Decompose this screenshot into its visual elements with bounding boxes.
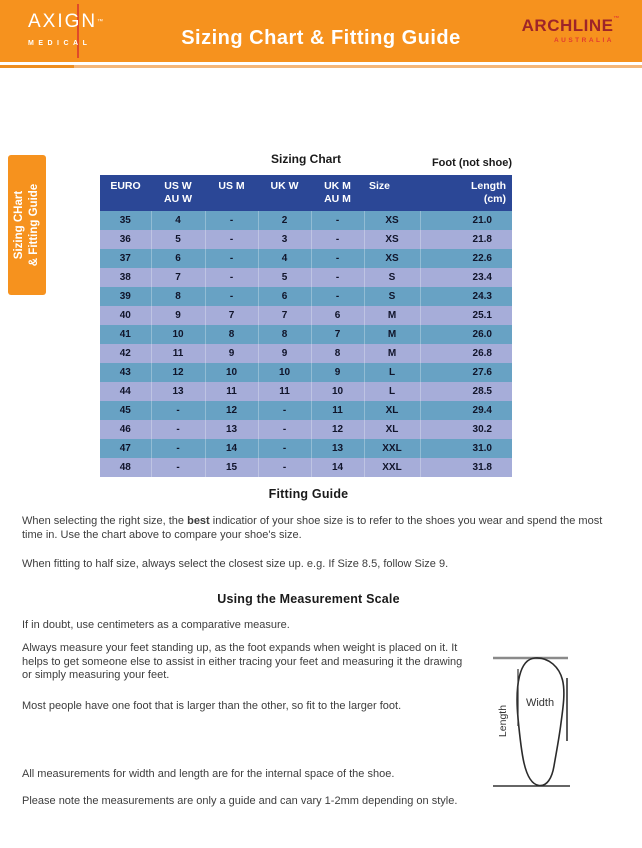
table-cell: - (311, 268, 364, 287)
col-euro (100, 175, 151, 211)
table-cell: - (205, 230, 258, 249)
table-cell: 11 (311, 401, 364, 420)
table-row (100, 268, 512, 287)
table-cell: - (311, 211, 364, 230)
foot-outline (517, 658, 564, 786)
table-cell: XS (364, 230, 420, 249)
table-cell: XXL (364, 458, 420, 477)
header-banner (0, 0, 642, 62)
table-cell: 12 (205, 401, 258, 420)
col-label: US W (164, 180, 192, 192)
p1-post: indicatior of your shoe size is to refer to the shoes you wear and spend the most time in. Use the chart above to compare your shoe's size. (22, 515, 603, 541)
col-label: UK W (270, 180, 299, 192)
table-cell: - (151, 439, 205, 458)
table-cell: 6 (258, 287, 311, 306)
sizing-table-body (100, 211, 512, 477)
side-tab-line2: & Fitting Guide (28, 183, 40, 267)
table-cell: 11 (151, 344, 205, 363)
table-cell: XS (364, 211, 420, 230)
table-cell: 44 (100, 382, 151, 401)
table-cell: - (258, 401, 311, 420)
measurement-paragraph-1: If in doubt, use centimeters as a comparative measure. (22, 618, 290, 631)
table-cell: 9 (311, 363, 364, 382)
table-cell: 8 (151, 287, 205, 306)
table-cell: XS (364, 249, 420, 268)
sizing-chart-title: Sizing Chart (270, 152, 341, 166)
axign-brand-sub: MEDICAL (28, 40, 92, 47)
measurement-paragraph-2: Always measure your feet standing up, as the foot expands when weight is placed on it. It helps to get someone else to assist in either tracing your feet and measuring it the drawing or simply measuring your feet. (22, 642, 463, 681)
table-cell: 4 (151, 211, 205, 230)
table-cell: 24.3 (420, 287, 512, 306)
table-cell: - (151, 458, 205, 477)
table-cell: - (205, 287, 258, 306)
table-cell: 12 (311, 420, 364, 439)
table-row (100, 211, 512, 230)
foot-not-shoe-label: Foot (not shoe) (431, 157, 512, 169)
table-row (100, 458, 512, 477)
table-cell: 39 (100, 287, 151, 306)
table-cell: 36 (100, 230, 151, 249)
table-cell: 11 (258, 382, 311, 401)
table-cell: 5 (151, 230, 205, 249)
table-cell: - (205, 268, 258, 287)
table-cell: XL (364, 420, 420, 439)
table-cell: 26.8 (420, 344, 512, 363)
fitting-guide-heading: Fitting Guide (268, 487, 349, 501)
table-cell: 21.8 (420, 230, 512, 249)
table-cell: 2 (258, 211, 311, 230)
table-cell: 10 (258, 363, 311, 382)
col-label-2: AU W (164, 193, 192, 205)
col-us-w (151, 175, 205, 211)
table-cell: M (364, 325, 420, 344)
table-cell: 8 (205, 325, 258, 344)
table-cell: 15 (205, 458, 258, 477)
table-cell: 21.0 (420, 211, 512, 230)
archline-brand-text: ARCHLINE (521, 16, 614, 35)
col-label-2: AU M (324, 193, 351, 205)
table-cell: 27.6 (420, 363, 512, 382)
table-cell: 31.0 (420, 439, 512, 458)
table-cell: 14 (205, 439, 258, 458)
table-cell: 46 (100, 420, 151, 439)
table-cell: XL (364, 401, 420, 420)
col-label: US M (218, 180, 245, 192)
col-size (364, 175, 420, 211)
table-cell: M (364, 306, 420, 325)
table-cell: - (311, 249, 364, 268)
archline-brand-name (522, 16, 620, 36)
measurement-heading: Using the Measurement Scale (217, 591, 400, 606)
p1-pre: When selecting the right size, the (22, 515, 188, 527)
table-cell: S (364, 268, 420, 287)
table-row (100, 363, 512, 382)
table-cell: 13 (151, 382, 205, 401)
col-label: Size (369, 180, 391, 192)
length-label: Length (497, 704, 509, 738)
sizing-table (100, 175, 512, 477)
table-row (100, 420, 512, 439)
col-label: UK M (324, 180, 351, 192)
table-row (100, 439, 512, 458)
table-cell: 45 (100, 401, 151, 420)
table-cell: 48 (100, 458, 151, 477)
table-cell: - (311, 287, 364, 306)
table-cell: 43 (100, 363, 151, 382)
table-row (100, 401, 512, 420)
table-cell: XXL (364, 439, 420, 458)
table-cell: L (364, 363, 420, 382)
sizing-table-header (100, 175, 512, 211)
p1-bold: best (187, 515, 210, 527)
table-cell: 10 (311, 382, 364, 401)
table-cell: 9 (258, 344, 311, 363)
axign-brand-text: AXIGN (28, 11, 98, 32)
table-row (100, 325, 512, 344)
col-length (420, 175, 512, 211)
table-row (100, 249, 512, 268)
table-cell: 8 (311, 344, 364, 363)
table-cell: 3 (258, 230, 311, 249)
archline-logo (522, 16, 620, 44)
col-us-m (205, 175, 258, 211)
table-cell: 38 (100, 268, 151, 287)
col-label: Length (471, 180, 506, 192)
table-cell: - (151, 401, 205, 420)
table-cell: - (311, 230, 364, 249)
col-label: EURO (110, 180, 141, 192)
table-cell: 22.6 (420, 249, 512, 268)
table-cell: 13 (205, 420, 258, 439)
table-cell: 29.4 (420, 401, 512, 420)
table-cell: 11 (205, 382, 258, 401)
table-cell: 7 (258, 306, 311, 325)
axign-trademark: ™ (97, 19, 104, 25)
table-row (100, 230, 512, 249)
side-tab-label (12, 155, 42, 295)
col-uk-m (311, 175, 364, 211)
fitting-guide-paragraph-1 (22, 515, 622, 542)
header-row (100, 175, 512, 211)
width-label: Width (525, 697, 555, 709)
table-cell: 12 (151, 363, 205, 382)
table-cell: 7 (205, 306, 258, 325)
table-cell: 8 (258, 325, 311, 344)
table-cell: - (258, 458, 311, 477)
archline-trademark: ™ (613, 16, 620, 22)
table-row (100, 382, 512, 401)
table-cell: 6 (311, 306, 364, 325)
page-title: Sizing Chart & Fitting Guide (181, 27, 461, 49)
table-cell: 14 (311, 458, 364, 477)
table-cell: 37 (100, 249, 151, 268)
table-cell: L (364, 382, 420, 401)
table-cell: 28.5 (420, 382, 512, 401)
foot-measurement-diagram (488, 650, 640, 798)
table-cell: 10 (151, 325, 205, 344)
table-cell: S (364, 287, 420, 306)
table-cell: - (258, 439, 311, 458)
table-cell: 35 (100, 211, 151, 230)
table-cell: 40 (100, 306, 151, 325)
table-cell: 47 (100, 439, 151, 458)
col-uk-w (258, 175, 311, 211)
measurement-paragraph-3: Most people have one foot that is larger than the other, so fit to the larger foot. (22, 699, 402, 712)
table-cell: 31.8 (420, 458, 512, 477)
table-cell: 25.1 (420, 306, 512, 325)
side-tab-line1: Sizing CHart (13, 190, 26, 260)
table-row (100, 306, 512, 325)
table-cell: 23.4 (420, 268, 512, 287)
table-cell: 26.0 (420, 325, 512, 344)
table-cell: 4 (258, 249, 311, 268)
table-cell: 9 (205, 344, 258, 363)
axign-brand-name (28, 7, 118, 37)
table-cell: 10 (205, 363, 258, 382)
table-cell: 42 (100, 344, 151, 363)
table-cell: 13 (311, 439, 364, 458)
side-tab-sizing-chart (8, 155, 46, 295)
table-cell: - (205, 249, 258, 268)
table-cell: 7 (311, 325, 364, 344)
table-row (100, 287, 512, 306)
table-cell: 5 (258, 268, 311, 287)
measurement-paragraph-5: Please note the measurements are only a guide and can vary 1-2mm depending on style. (22, 794, 458, 807)
fitting-guide-paragraph-2: When fitting to half size, always select the closest size up. e.g. If Size 8.5, follow Size 9. (22, 558, 449, 570)
measurement-paragraph-4: All measurements for width and length are for the internal space of the shoe. (22, 768, 395, 780)
table-row (100, 344, 512, 363)
archline-brand-sub: AUSTRALIA (553, 37, 614, 44)
table-cell: 41 (100, 325, 151, 344)
header-divider (0, 65, 642, 68)
table-cell: 7 (151, 268, 205, 287)
table-cell: 6 (151, 249, 205, 268)
table-cell: 30.2 (420, 420, 512, 439)
table-cell: - (205, 211, 258, 230)
table-cell: - (151, 420, 205, 439)
table-cell: M (364, 344, 420, 363)
col-label-2: (cm) (483, 193, 506, 205)
table-cell: - (258, 420, 311, 439)
table-cell: 9 (151, 306, 205, 325)
